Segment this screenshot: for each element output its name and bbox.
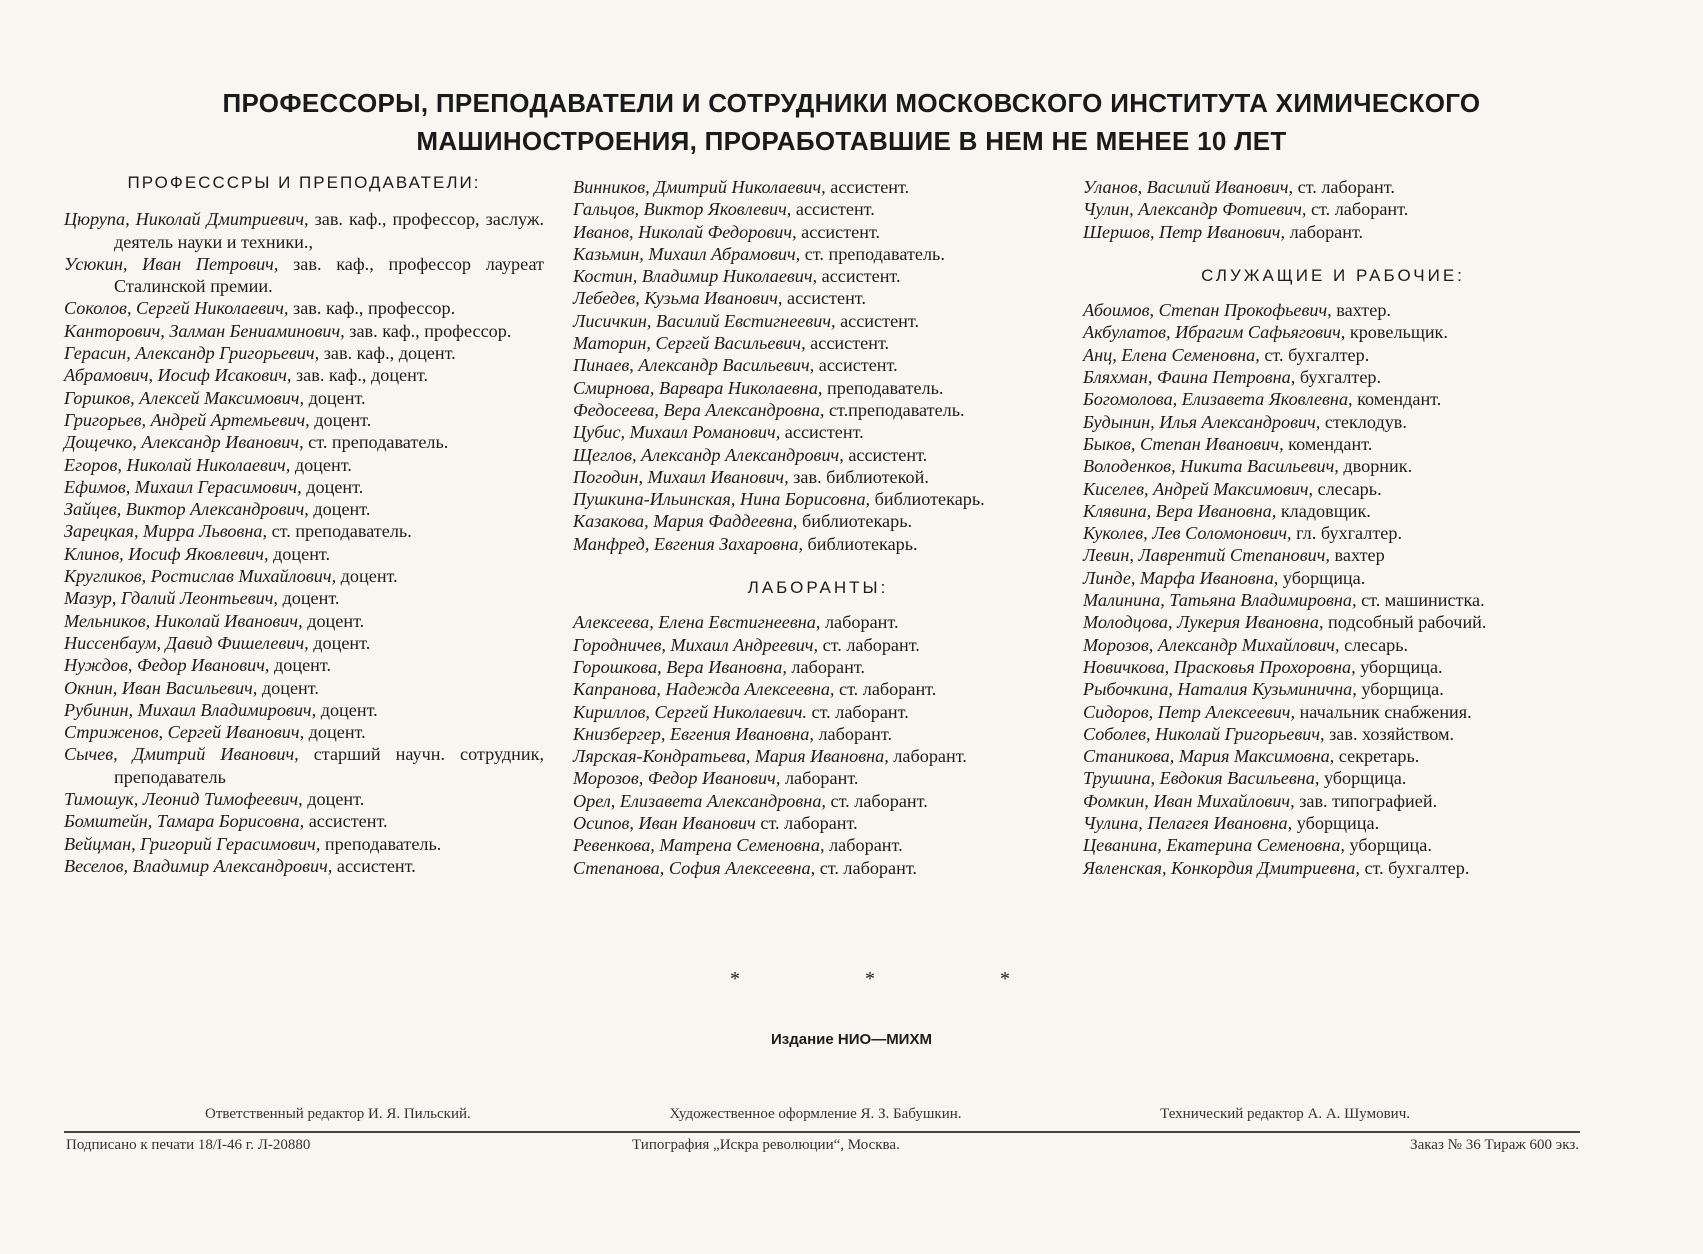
list-item <box>64 788 544 810</box>
person-name: Бляхман, Фаина Петровна, <box>1083 367 1296 388</box>
list-item <box>1083 176 1583 198</box>
person-name: Быков, Степан Иванович, <box>1083 433 1284 454</box>
person-role: ассистент. <box>830 177 910 197</box>
person-role: уборщица. <box>1296 813 1380 834</box>
person-name: Горошкова, Вера Ивановна, <box>573 656 787 677</box>
list-item <box>573 767 1063 789</box>
person-name: Сычев, Дмитрий Иванович, <box>64 744 299 765</box>
person-name: Левин, Лаврентий Степанович, <box>1083 545 1330 566</box>
person-name: Зайцев, Виктор Александрович, <box>64 499 309 520</box>
person-role: доцент. <box>282 588 340 609</box>
list-item <box>573 421 1063 443</box>
person-role: лаборант. <box>1289 221 1364 242</box>
person-role: ст. лаборант. <box>1310 199 1409 220</box>
list-item <box>1083 701 1583 723</box>
section-heading-professors: ПРОФЕСССРЫ И ПРЕПОДАВАТЕЛИ: <box>127 173 481 192</box>
editors-line <box>205 1106 1410 1123</box>
technical-editor: Технический редактор А. А. Шумович. <box>1160 1106 1410 1122</box>
person-role: доцент. <box>313 499 371 520</box>
professors-list <box>64 208 544 877</box>
person-name: Шершов, Петр Иванович, <box>1083 221 1286 242</box>
separator-stars: * * * <box>730 968 1070 990</box>
person-role: стеклодув. <box>1324 411 1407 432</box>
person-name: Смирнова, Варвара Николаевна, <box>573 377 823 398</box>
laborants-list <box>573 611 1063 879</box>
list-item <box>64 699 544 721</box>
person-name: Уланов, Василий Иванович, <box>1083 177 1294 197</box>
list-item <box>1083 500 1583 522</box>
person-name: Иванов, Николай Федорович, <box>573 221 797 242</box>
list-item <box>64 632 544 654</box>
person-role: доцент. <box>308 387 366 408</box>
person-role: доцент. <box>261 677 319 698</box>
list-item <box>64 208 544 253</box>
person-name: Рубинин, Михаил Владимирович, <box>64 699 317 720</box>
person-name: Манфред, Евгения Захаровна, <box>573 533 803 554</box>
person-name: Орел, Елизавета Александровна, <box>573 790 826 811</box>
list-item <box>64 810 544 832</box>
person-role: кладовщик. <box>1280 500 1371 521</box>
title-line-2: МАШИНОСТРОЕНИЯ, ПРОРАБОТАВШИЕ В НЕМ НЕ МЕНЕЕ 10 ЛЕТ <box>416 126 1287 156</box>
person-name: Сидоров, Петр Алексеевич, <box>1083 701 1296 722</box>
person-role: ст. лаборант. <box>819 857 917 878</box>
person-name: Казакова, Мария Фаддеевна, <box>573 511 798 532</box>
person-name: Погодин, Михаил Иванович, <box>573 466 789 487</box>
person-name: Соколов, Сергей Николаевич, <box>64 298 289 319</box>
person-role: кровельщик. <box>1349 322 1448 343</box>
person-role: ассистент. <box>784 422 864 443</box>
list-item <box>1083 790 1583 812</box>
page-title <box>0 84 1703 160</box>
list-item <box>64 677 544 699</box>
person-name: Соболев, Николай Григорьевич, <box>1083 723 1325 744</box>
person-name: Бомштейн, Тамара Борисовна, <box>64 811 305 832</box>
person-name: Нуждов, Федор Иванович, <box>64 655 270 676</box>
person-name: Алексеева, Елена Евстигнеевна, <box>573 612 821 633</box>
person-name: Городничев, Михаил Андреевич, <box>573 634 819 655</box>
list-item <box>1083 522 1583 544</box>
list-item <box>573 656 1063 678</box>
list-item <box>573 399 1063 421</box>
list-item <box>64 454 544 476</box>
person-name: Кругликов, Ростислав Михайлович, <box>64 566 337 587</box>
person-name: Егоров, Николай Николаевич, <box>64 454 291 475</box>
list-item <box>1083 344 1583 366</box>
person-role: лаборант. <box>893 746 967 767</box>
person-role: дворник. <box>1343 456 1413 477</box>
person-name: Канторович, Залман Бениаминович, <box>64 320 345 341</box>
assistants-list <box>573 176 1063 555</box>
person-name: Ревенкова, Матрена Семеновна, <box>573 835 825 856</box>
person-role: лаборант. <box>784 768 859 789</box>
column-laborants-workers <box>1083 176 1583 879</box>
list-item <box>1083 611 1583 633</box>
list-item <box>573 332 1063 354</box>
column-assistants-laborants <box>573 176 1063 879</box>
person-role: зав. каф., доцент. <box>295 365 428 386</box>
person-name: Гальцов, Виктор Яковлевич, <box>573 199 792 220</box>
person-name: Будынин, Илья Александрович, <box>1083 411 1321 432</box>
person-name: Володенков, Никита Васильевич, <box>1083 456 1339 477</box>
list-item <box>573 488 1063 510</box>
person-role: вахтер <box>1334 545 1385 566</box>
person-name: Морозов, Александр Михайлович, <box>1083 634 1340 655</box>
person-role: подсобный рабочий. <box>1328 612 1487 633</box>
person-role: комендант. <box>1357 389 1442 410</box>
person-name: Станикова, Мария Максимовна, <box>1083 746 1335 767</box>
person-role: зав. каф., доцент. <box>323 343 456 364</box>
person-role: бухгалтер. <box>1299 367 1382 388</box>
person-name: Дощечко, Александр Иванович, <box>64 432 304 453</box>
person-name: Стриженов, Сергей Иванович, <box>64 722 305 743</box>
list-item <box>573 745 1063 767</box>
person-role: уборщица. <box>1349 835 1432 856</box>
list-item <box>1083 767 1583 789</box>
person-role: ст. преподаватель. <box>271 521 412 542</box>
person-role: лаборант. <box>829 835 903 856</box>
list-item <box>573 444 1063 466</box>
responsible-editor: Ответственный редактор И. Я. Пильский. <box>205 1106 471 1122</box>
person-name: Пушкина-Ильинская, Нина Борисовна, <box>573 489 871 510</box>
list-item <box>573 834 1063 856</box>
person-role: ассистент. <box>308 811 388 832</box>
person-role: уборщица. <box>1361 679 1444 700</box>
list-item <box>1083 857 1583 879</box>
person-role: доцент. <box>340 566 398 587</box>
person-role: ст. преподаватель. <box>804 243 945 264</box>
section-heading-laborants: ЛАБОРАНТЫ: <box>747 578 889 598</box>
list-item <box>64 387 544 409</box>
person-name: Григорьев, Андрей Артемьевич, <box>64 409 310 430</box>
person-role: уборщица. <box>1282 567 1366 588</box>
person-role: ассистент. <box>336 855 416 876</box>
person-role: зав. хозяйством. <box>1329 723 1455 744</box>
person-name: Куколев, Лев Соломонович, <box>1083 523 1292 544</box>
list-item <box>573 812 1063 834</box>
person-name: Вейцман, Григорий Герасимович, <box>64 833 321 854</box>
person-name: Чулина, Пелагея Ивановна, <box>1083 813 1293 834</box>
list-item <box>573 510 1063 532</box>
list-item <box>1083 567 1583 589</box>
person-role: зав. библиотекой. <box>793 466 929 487</box>
person-name: Анц, Елена Семеновна, <box>1083 344 1260 365</box>
list-item <box>64 364 544 386</box>
list-item <box>64 743 544 788</box>
person-role: доцент. <box>314 409 372 430</box>
list-item <box>1083 366 1583 388</box>
person-name: Кириллов, Сергей Николаевич. <box>573 701 807 722</box>
list-item <box>1083 678 1583 700</box>
list-item <box>1083 455 1583 477</box>
person-role: ст. лаборант. <box>760 813 858 834</box>
footer-divider <box>64 1131 1580 1133</box>
person-role: ассистент. <box>795 199 875 220</box>
workers-list <box>1083 299 1583 879</box>
list-item <box>64 520 544 542</box>
list-item <box>64 476 544 498</box>
list-item <box>1083 411 1583 433</box>
person-name: Маторин, Сергей Васильевич, <box>573 333 806 354</box>
list-item <box>1083 198 1583 220</box>
person-name: Лебедев, Кузьма Иванович, <box>573 288 783 309</box>
person-role: зав. каф., профессор. <box>349 320 512 341</box>
person-role: ст. лаборант. <box>1297 177 1395 197</box>
person-role: доцент. <box>273 543 331 564</box>
person-role: старший научн. сотрудник, преподаватель <box>114 744 545 787</box>
person-role: слесарь. <box>1344 634 1409 655</box>
list-item <box>64 855 544 877</box>
person-name: Молодцова, Лукерия Ивановна, <box>1083 612 1324 633</box>
list-item <box>64 498 544 520</box>
person-name: Ефимов, Михаил Герасимович, <box>64 476 302 497</box>
person-role: доцент. <box>307 789 365 810</box>
person-name: Герасин, Александр Григорьевич, <box>64 343 320 364</box>
person-name: Трушина, Евдокия Васильевна, <box>1083 768 1320 789</box>
list-item <box>1083 299 1583 321</box>
person-name: Винников, Дмитрий Николаевич, <box>573 177 826 197</box>
person-role: ст. бухгалтер. <box>1364 857 1470 878</box>
art-editor: Художественное оформление Я. З. Бабушкин. <box>669 1106 962 1122</box>
person-role: библиотекарь. <box>807 533 918 554</box>
person-name: Абрамович, Иосиф Исакович, <box>64 365 292 386</box>
list-item <box>64 297 544 319</box>
list-item <box>573 176 1063 198</box>
section-heading-workers: СЛУЖАЩИЕ И РАБОЧИЕ: <box>1201 265 1465 285</box>
person-name: Зарецкая, Мирра Львовна, <box>64 521 268 542</box>
list-item <box>573 287 1063 309</box>
list-item <box>64 320 544 342</box>
person-role: зав. каф., профессор. <box>293 298 456 319</box>
person-name: Пинаев, Александр Васильевич, <box>573 355 815 376</box>
list-item <box>64 431 544 453</box>
person-role: ст. лаборант. <box>822 634 920 655</box>
person-role: ассистент. <box>801 221 881 242</box>
person-role: доцент. <box>294 454 352 475</box>
person-role: лаборант. <box>791 656 865 677</box>
list-item <box>64 610 544 632</box>
person-name: Киселев, Андрей Максимович, <box>1083 478 1314 499</box>
person-name: Казьмин, Михаил Абрамович, <box>573 243 801 264</box>
person-role: уборщица. <box>1323 768 1407 789</box>
list-item <box>64 721 544 743</box>
person-name: Рыбочкина, Наталия Кузьминична, <box>1083 679 1357 700</box>
list-item <box>64 409 544 431</box>
list-item <box>573 723 1063 745</box>
person-role: уборщица. <box>1360 656 1443 677</box>
person-role: ассистент. <box>810 333 890 354</box>
list-item <box>573 701 1063 723</box>
list-item <box>1083 834 1583 856</box>
person-name: Акбулатов, Ибрагим Сафьягович, <box>1083 322 1346 343</box>
column-professors <box>64 172 544 877</box>
list-item <box>1083 544 1583 566</box>
list-item <box>1083 478 1583 500</box>
person-name: Явленская, Конкордия Дмитриевна, <box>1083 857 1360 878</box>
person-role: зав. типографией. <box>1299 790 1438 811</box>
person-name: Лисичкин, Василий Евстигнеевич, <box>573 310 836 331</box>
list-item <box>1083 589 1583 611</box>
person-role: зав. каф., профессор, заслуж. деятель науки и техники., <box>114 209 544 252</box>
list-item <box>573 354 1063 376</box>
person-name: Окнин, Иван Васильевич, <box>64 677 258 698</box>
person-name: Новичкова, Прасковья Прохоровна, <box>1083 656 1356 677</box>
footer-signed: Подписано к печати 18/I-46 г. Л-20880 <box>66 1137 311 1153</box>
list-item <box>1083 723 1583 745</box>
person-role: доцент. <box>274 655 332 676</box>
list-item <box>573 790 1063 812</box>
person-name: Клявина, Вера Ивановна, <box>1083 500 1277 521</box>
person-name: Мазур, Гдалий Леонтьевич, <box>64 588 278 609</box>
person-name: Абоимов, Степан Прокофьевич, <box>1083 300 1332 321</box>
list-item <box>1083 433 1583 455</box>
list-item <box>64 587 544 609</box>
person-name: Степанова, София Алексеевна, <box>573 857 816 878</box>
footer-printer: Типография „Искра революции“, Москва. <box>632 1137 900 1153</box>
person-role: доцент. <box>307 610 365 631</box>
list-item <box>64 253 544 298</box>
person-role: библиотекарь. <box>874 489 985 510</box>
edition-line: Издание НИО—МИХМ <box>771 1031 932 1048</box>
person-role: начальник снабжения. <box>1299 701 1472 722</box>
person-name: Цюрупа, Николай Дмитриевич, <box>64 209 309 230</box>
list-item <box>1083 321 1583 343</box>
list-item <box>1083 634 1583 656</box>
list-item <box>573 611 1063 633</box>
person-role: ассистент. <box>840 310 919 331</box>
person-name: Федосеева, Вера Александровна, <box>573 399 825 420</box>
person-name: Ниссенбаум, Давид Фишелевич, <box>64 632 309 653</box>
list-item <box>1083 388 1583 410</box>
list-item <box>573 678 1063 700</box>
list-item <box>573 634 1063 656</box>
person-name: Мельников, Николай Иванович, <box>64 610 303 631</box>
list-item <box>1083 812 1583 834</box>
title-line-1: ПРОФЕССОРЫ, ПРЕПОДАВАТЕЛИ И СОТРУДНИКИ МОСКОВСКОГО ИНСТИТУТА ХИМИЧЕСКОГО <box>222 88 1481 118</box>
person-role: преподаватель. <box>324 833 442 854</box>
person-role: библиотекарь. <box>802 511 913 532</box>
person-role: доцент. <box>320 699 378 720</box>
list-item <box>573 533 1063 555</box>
person-role: ст. лаборант. <box>839 679 937 700</box>
person-role: секретарь. <box>1338 746 1420 767</box>
person-role: доцент. <box>306 476 364 497</box>
person-name: Морозов, Федор Иванович, <box>573 768 781 789</box>
person-name: Чулин, Александр Фотиевич, <box>1083 199 1307 220</box>
footer-order: Заказ № 36 Тираж 600 экз. <box>1410 1137 1579 1153</box>
person-role: вахтер. <box>1336 300 1391 321</box>
person-role: ассистент. <box>818 355 898 376</box>
person-role: слесарь. <box>1317 478 1382 499</box>
person-role: ассистент. <box>821 266 901 287</box>
person-name: Книзбергер, Евгения Ивановна, <box>573 723 814 744</box>
person-name: Капранова, Надежда Алексеевна, <box>573 679 835 700</box>
person-name: Цеванина, Екатерина Семеновна, <box>1083 835 1345 856</box>
list-item <box>1083 221 1583 243</box>
person-role: ст. бухгалтер. <box>1264 344 1370 365</box>
list-item <box>1083 745 1583 767</box>
person-role: ст.преподаватель. <box>828 399 965 420</box>
list-item <box>573 377 1063 399</box>
list-item <box>64 654 544 676</box>
person-role: лаборант. <box>818 723 893 744</box>
person-name: Тимошук, Леонид Тимофеевич, <box>64 789 303 810</box>
laborants-list-continued <box>1083 176 1583 243</box>
list-item <box>573 198 1063 220</box>
list-item <box>573 265 1063 287</box>
list-item <box>64 833 544 855</box>
list-item <box>573 466 1063 488</box>
list-item <box>573 221 1063 243</box>
list-item <box>573 243 1063 265</box>
list-item <box>64 342 544 364</box>
person-role: комендант. <box>1288 433 1373 454</box>
list-item <box>573 857 1063 879</box>
person-name: Осипов, Иван Иванович <box>573 813 756 834</box>
person-name: Костин, Владимир Николаевич, <box>573 266 818 287</box>
person-role: зав. каф., профессор лауреат Сталинской премии. <box>114 253 544 297</box>
person-role: ассистент. <box>787 288 866 309</box>
person-role: ст. машинистка. <box>1361 590 1485 611</box>
person-role: преподаватель. <box>827 377 944 398</box>
person-role: доцент. <box>308 722 366 743</box>
person-name: Линде, Марфа Ивановна, <box>1083 567 1279 588</box>
person-role: гл. бухгалтер. <box>1296 523 1403 544</box>
person-role: ассистент. <box>848 444 928 465</box>
person-name: Малинина, Татьяна Владимировна, <box>1083 590 1357 611</box>
list-item <box>1083 656 1583 678</box>
list-item <box>64 565 544 587</box>
list-item <box>64 543 544 565</box>
person-name: Щеглов, Александр Александрович, <box>573 444 844 465</box>
person-name: Усюкин, Иван Петрович, <box>64 253 279 274</box>
person-name: Горшков, Алексей Максимович, <box>64 387 305 408</box>
person-role: лаборант. <box>824 612 899 633</box>
person-role: ст. преподаватель. <box>308 432 449 453</box>
person-role: ст. лаборант. <box>830 790 928 811</box>
person-name: Богомолова, Елизавета Яковлевна, <box>1083 389 1353 410</box>
person-name: Веселов, Владимир Александрович, <box>64 855 333 876</box>
list-item <box>573 310 1063 332</box>
person-name: Цубис, Михаил Романович, <box>573 422 781 443</box>
person-name: Фомкин, Иван Михайлович, <box>1083 790 1295 811</box>
person-name: Клинов, Иосиф Яковлевич, <box>64 543 269 564</box>
person-name: Лярская-Кондратьева, Мария Ивановна, <box>573 746 889 767</box>
person-role: доцент. <box>313 632 371 653</box>
person-role: ст. лаборант. <box>811 701 909 722</box>
